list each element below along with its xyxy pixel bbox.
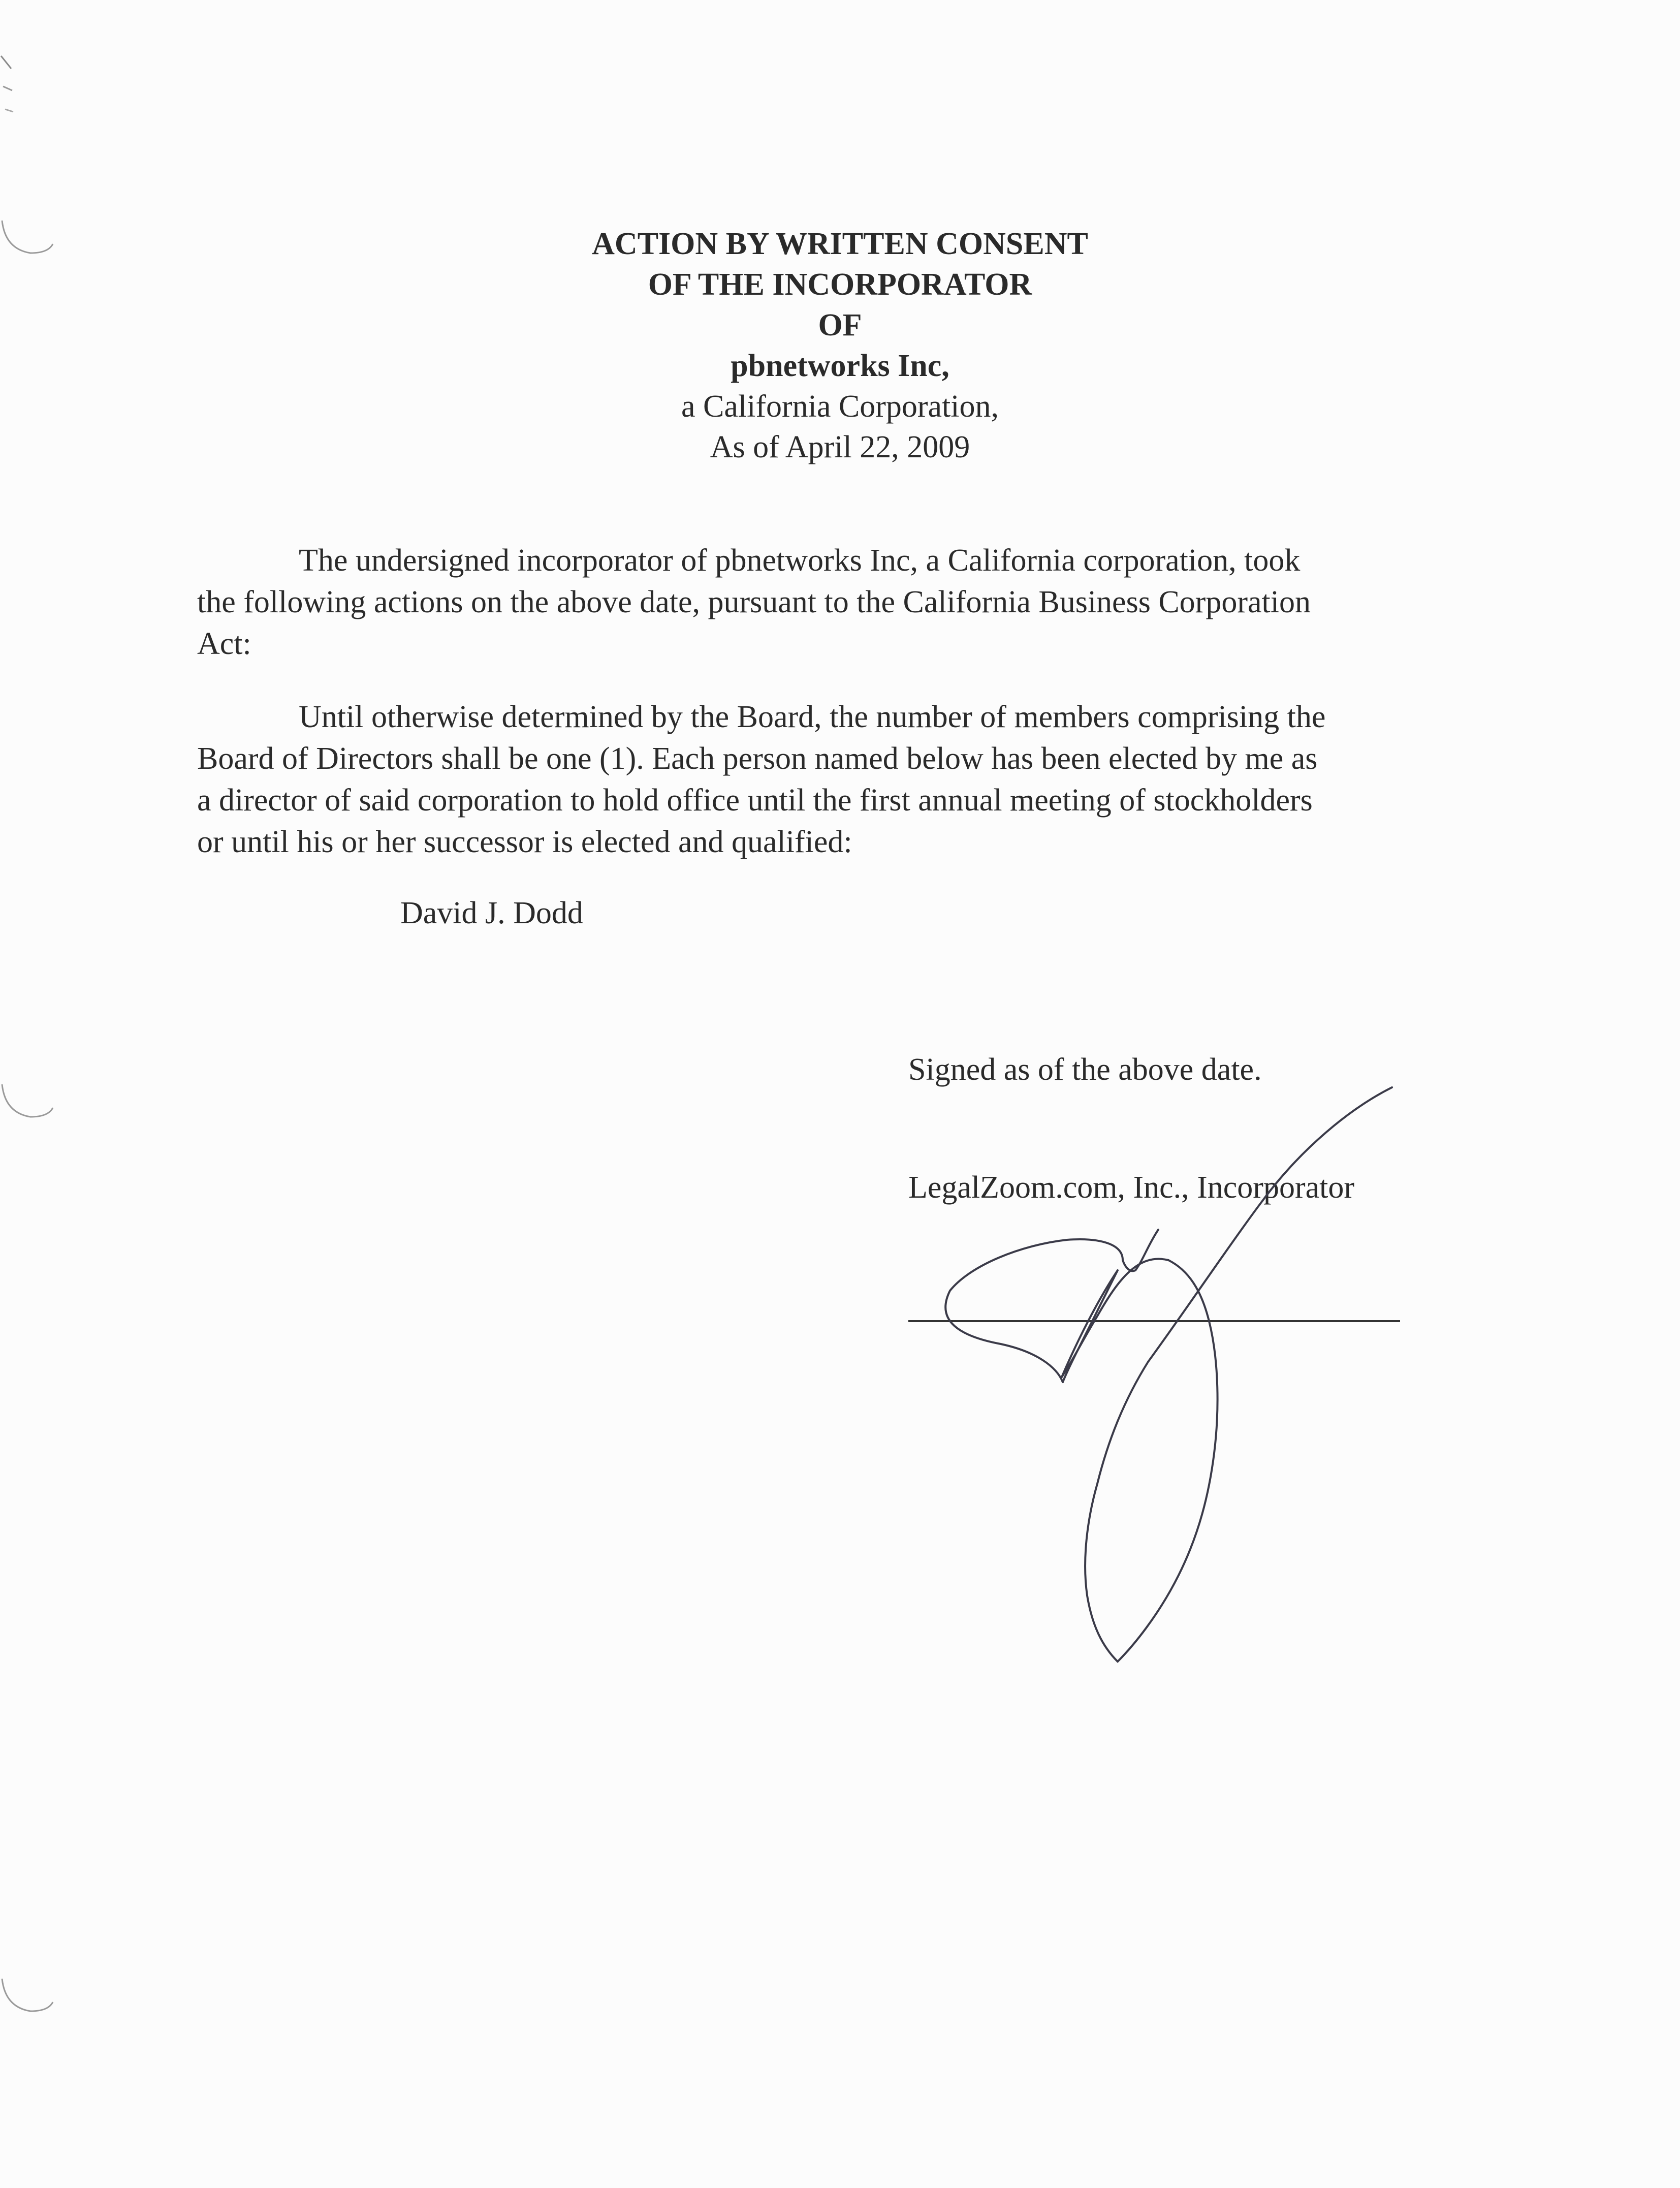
- paragraph-line: Until otherwise determined by the Board, the number of members comprising the: [299, 700, 1326, 734]
- paragraph-actions: [197, 540, 1396, 665]
- document-date: As of April 22, 2009: [710, 430, 970, 464]
- hole-punch-mark: [0, 1972, 56, 2022]
- paragraph-line: Board of Directors shall be one (1). Each person named below has been elected by me as: [197, 741, 1318, 776]
- handwritten-signature: [904, 1077, 1412, 1702]
- company-name: pbnetworks Inc,: [731, 349, 949, 383]
- hole-punch-mark: [0, 1077, 56, 1128]
- company-state: a California Corporation,: [681, 389, 999, 424]
- scan-edge-marks: [0, 20, 41, 142]
- incorporator-name: LegalZoom.com, Inc., Incorporator: [908, 1170, 1354, 1205]
- paragraph-line: The undersigned incorporator of pbnetworks Inc, a California corporation, took: [299, 543, 1301, 578]
- paragraph-line: Act:: [197, 627, 251, 661]
- paragraph-line: the following actions on the above date, pursuant to the California Business Corporation: [197, 585, 1311, 619]
- paragraph-line: a director of said corporation to hold office until the first annual meeting of stockholders: [197, 783, 1313, 818]
- heading-title: ACTION BY WRITTEN CONSENT: [592, 227, 1088, 261]
- director-name: David J. Dodd: [400, 896, 583, 930]
- paragraph-line: or until his or her successor is elected and qualified:: [197, 825, 852, 859]
- heading-of: OF: [818, 308, 862, 342]
- heading-subtitle: OF THE INCORPORATOR: [648, 267, 1032, 302]
- document-heading: [0, 224, 1680, 467]
- paragraph-board: [197, 696, 1396, 863]
- signed-statement: Signed as of the above date.: [908, 1052, 1262, 1087]
